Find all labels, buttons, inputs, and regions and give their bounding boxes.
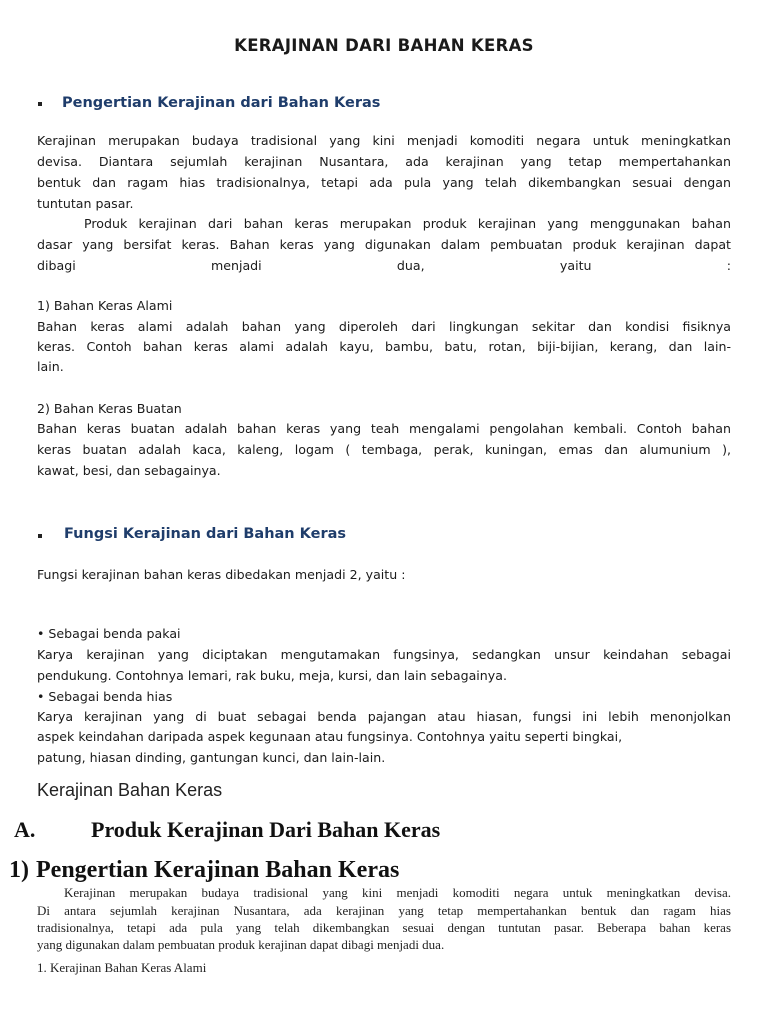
- text-line: dibagi menjadi dua, yaitu :: [37, 258, 731, 273]
- list-item: 1. Kerajinan Bahan Keras Alami: [37, 960, 207, 975]
- text-line: Fungsi kerajinan bahan keras dibedakan menjadi 2, yaitu :: [37, 567, 406, 582]
- bullet-icon: [38, 534, 42, 538]
- heading-number: A.: [14, 817, 36, 842]
- text-line: Karya kerajinan yang di buat sebagai benda pajangan atau hiasan, fungsi ini lebih menonjolkan: [37, 709, 731, 724]
- item-title: • Sebagai benda pakai: [37, 626, 181, 641]
- section-label: Kerajinan Bahan Keras: [37, 780, 223, 800]
- text-line: Di antara sejumlah kerajinan Nusantara, ada kerajinan yang tetap mempertahankan bentuk dan ragam hias: [37, 903, 731, 918]
- text-line: keras. Contoh bahan keras alami adalah kayu, bambu, batu, rotan, biji-bijian, kerang, dan lain-: [37, 339, 731, 354]
- heading-number: 1): [9, 857, 29, 883]
- section-heading: Fungsi Kerajinan dari Bahan Keras: [64, 526, 347, 542]
- section-heading: Pengertian Kerajinan dari Bahan Keras: [62, 95, 381, 111]
- text-line: keras buatan adalah kaca, kaleng, logam ( tembaga, perak, kuningan, emas dan alumunium ),: [37, 442, 731, 457]
- document-title: KERAJINAN DARI BAHAN KERAS: [234, 36, 534, 55]
- text-line: Karya kerajinan yang diciptakan mengutamakan fungsinya, sedangkan unsur keindahan sebagai: [37, 647, 731, 662]
- heading-a: Produk Kerajinan Dari Bahan Keras: [91, 817, 441, 842]
- text-line: patung, hiasan dinding, gantungan kunci, dan lain-lain.: [37, 750, 386, 765]
- text-line: bentuk dan ragam hias tradisionalnya, tetapi ada pula yang telah dikembangkan sesuai dengan: [37, 175, 731, 190]
- text-line: dasar yang bersifat keras. Bahan keras yang digunakan dalam pembuatan produk kerajinan dapat: [37, 237, 731, 252]
- item-title: 1) Bahan Keras Alami: [37, 298, 173, 313]
- text-line: Kerajinan merupakan budaya tradisional yang kini menjadi komoditi negara untuk meningkatkan devisa.: [64, 885, 731, 900]
- text-line: aspek keindahan daripada aspek kegunaan atau fungsinya. Contohnya yaitu seperti bingkai,: [37, 729, 623, 744]
- heading-1: Pengertian Kerajinan Bahan Keras: [36, 857, 400, 883]
- text-line: Kerajinan merupakan budaya tradisional yang kini menjadi komoditi negara untuk meningkatkan: [37, 133, 731, 148]
- text-line: Bahan keras alami adalah bahan yang diperoleh dari lingkungan sekitar dan kondisi fisiknya: [37, 319, 731, 334]
- text-line: yang digunakan dalam pembuatan produk kerajinan dapat dibagi menjadi dua.: [37, 937, 445, 952]
- text-line: devisa. Diantara sejumlah kerajinan Nusantara, ada kerajinan yang tetap mempertahankan: [37, 154, 731, 169]
- item-title: 2) Bahan Keras Buatan: [37, 401, 182, 416]
- text-line: tuntutan pasar.: [37, 196, 134, 211]
- text-line: Produk kerajinan dari bahan keras merupakan produk kerajinan yang menggunakan bahan: [84, 216, 731, 231]
- bullet-icon: [38, 102, 42, 106]
- text-line: lain.: [37, 359, 64, 374]
- text-line: Bahan keras buatan adalah bahan keras yang teah mengalami pengolahan kembali. Contoh bahan: [37, 421, 731, 436]
- text-line: pendukung. Contohnya lemari, rak buku, meja, kursi, dan lain sebagainya.: [37, 668, 507, 683]
- text-line: tradisionalnya, tetapi ada pula yang telah dikembangkan sesuai dengan tuntutan pasar. Beberapa bahan keras: [37, 920, 731, 935]
- text-line: kawat, besi, dan sebagainya.: [37, 463, 221, 478]
- item-title: • Sebagai benda hias: [37, 689, 173, 704]
